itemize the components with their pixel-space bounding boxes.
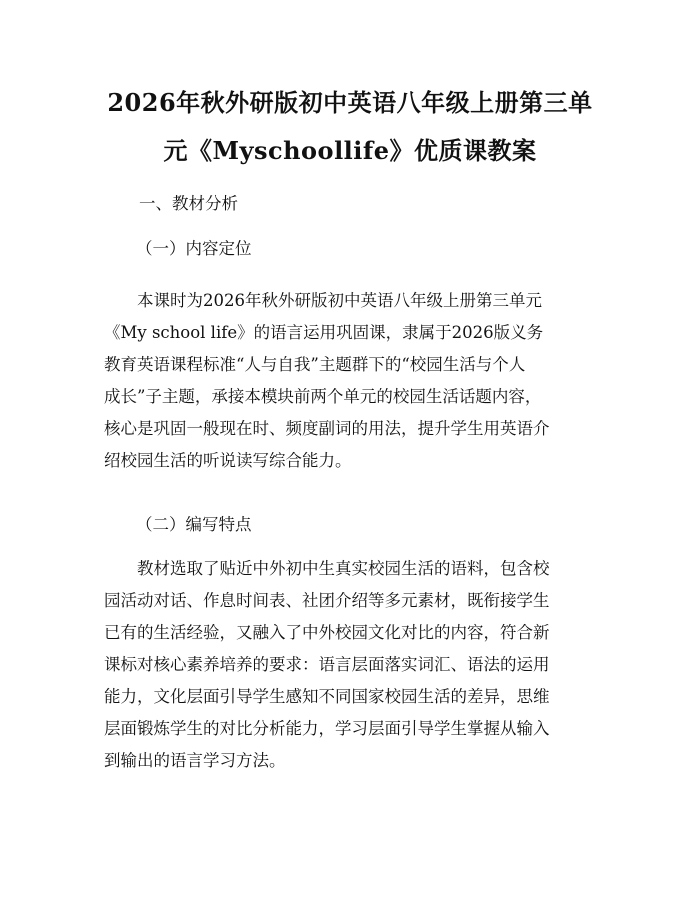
paragraph-line: 已有的生活经验，又融入了中外校园文化对比的内容，符合新 [104, 623, 550, 642]
paragraph-line: 本课时为2026年秋外研版初中英语八年级上册第三单元 [137, 291, 542, 310]
paragraph-line: 成长”子主题，承接本模块前两个单元的校园生活话题内容， [104, 387, 542, 406]
subsection-heading-content-positioning: （一）内容定位 [136, 239, 252, 258]
paragraph-line: 能力，文化层面引导学生感知不同国家校园生活的差异，思维 [104, 687, 550, 706]
paragraph-line: 绍校园生活的听说读写综合能力。 [104, 451, 352, 470]
document-title-line-2: 元《Myschoollife》优质课教案 [163, 136, 537, 165]
paragraph-line: 课标对核心素养培养的要求：语言层面落实词汇、语法的运用 [104, 655, 550, 674]
paragraph-writing-features [104, 553, 604, 777]
subsection-heading-writing-features: （二）编写特点 [136, 515, 252, 534]
paragraph-line: 园活动对话、作息时间表、社团介绍等多元素材，既衔接学生 [104, 591, 550, 610]
paragraph-content-positioning [104, 285, 604, 477]
paragraph-line: 《My school life》的语言运用巩固课，隶属于2026版义务 [104, 323, 544, 342]
document-title-line-1: 2026年秋外研版初中英语八年级上册第三单 [107, 88, 593, 117]
section-heading: 一、教材分析 [139, 194, 238, 213]
paragraph-line: 到输出的语言学习方法。 [104, 751, 286, 770]
paragraph-line: 层面锻炼学生的对比分析能力，学习层面引导学生掌握从输入 [104, 719, 550, 738]
paragraph-line: 教材选取了贴近中外初中生真实校园生活的语料，包含校 [137, 559, 550, 578]
paragraph-line: 核心是巩固一般现在时、频度副词的用法，提升学生用英语介 [104, 419, 550, 438]
paragraph-line: 教育英语课程标准“人与自我”主题群下的“校园生活与个人 [104, 355, 526, 374]
